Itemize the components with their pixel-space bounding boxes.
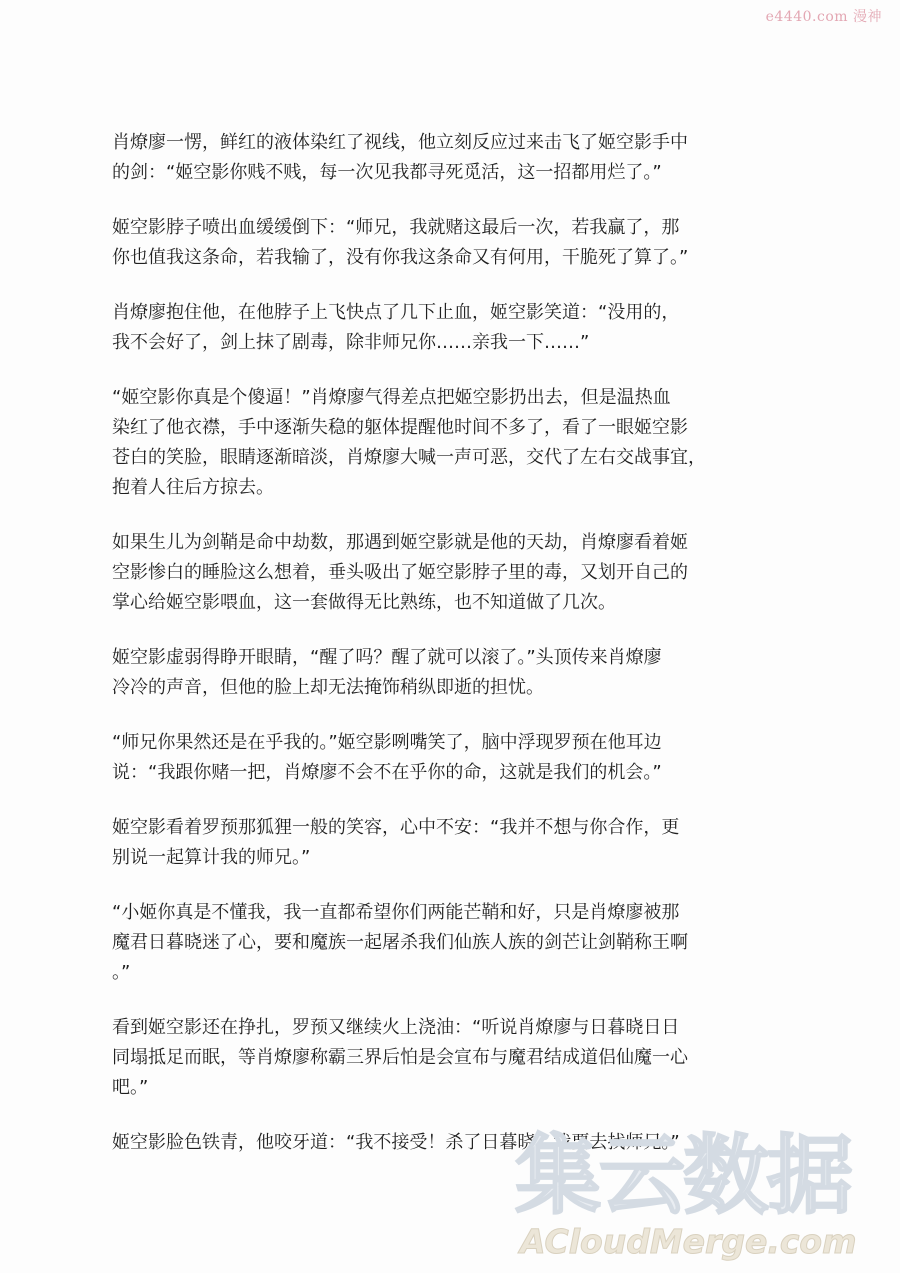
text-line: 魔君日暮晓迷了心，要和魔族一起屠杀我们仙族人族的剑芒让剑鞘称王啊	[112, 932, 688, 953]
text-line: 苍白的笑脸，眼睛逐渐暗淡，肖燎廖大喊一声可恶，交代了左右交战事宜，	[112, 447, 706, 468]
paragraph	[112, 813, 812, 873]
text-line: 姬空影虚弱得睁开眼睛，“醒了吗？醒了就可以滚了。”头顶传来肖燎廖	[112, 647, 662, 668]
text-line: 染红了他衣襟，手中逐渐失稳的躯体提醒他时间不多了，看了一眼姬空影	[112, 417, 688, 438]
paragraph	[112, 1013, 812, 1103]
text-line: 姬空影看着罗预那狐狸一般的笑容，心中不安：“我并不想与你合作，更	[112, 817, 680, 838]
text-line: 我不会好了，剑上抹了剧毒，除非师兄你……亲我一下……”	[112, 332, 590, 353]
text-line: 同塌抵足而眠，等肖燎廖称霸三界后怕是会宣布与魔君结成道侣仙魔一心	[112, 1047, 688, 1068]
text-line: 。”	[112, 962, 131, 983]
site-watermark: e4440.com 漫神	[765, 9, 882, 25]
paragraph	[112, 898, 812, 988]
text-line: 空影惨白的睡脸这么想着，垂头吸出了姬空影脖子里的毒，又划开自己的	[112, 562, 688, 583]
text-line: 姬空影脖子喷出血缓缓倒下：“师兄，我就赌这最后一次，若我赢了，那	[112, 217, 680, 238]
story-text	[112, 128, 812, 1183]
text-line: 肖燎廖一愣，鲜红的液体染红了视线，他立刻反应过来击飞了姬空影手中	[112, 132, 688, 153]
text-line: 你也值我这条命，若我输了，没有你我这条命又有何用，干脆死了算了。”	[112, 247, 689, 268]
text-line: 冷冷的声音，但他的脸上却无法掩饰稍纵即逝的担忧。	[112, 677, 544, 698]
text-line: 掌心给姬空影喂血，这一套做得无比熟练，也不知道做了几次。	[112, 592, 616, 613]
text-line: 肖燎廖抱住他，在他脖子上飞快点了几下止血，姬空影笑道：“没用的，	[112, 302, 680, 323]
paragraph	[112, 643, 812, 703]
text-line: 看到姬空影还在挣扎，罗预又继续火上浇油：“听说肖燎廖与日暮晓日日	[112, 1017, 680, 1038]
text-line: 别说一起算计我的师兄。”	[112, 847, 311, 868]
paragraph	[112, 728, 812, 788]
paragraph	[112, 128, 812, 188]
text-line: 抱着人往后方掠去。	[112, 477, 274, 498]
text-line: 说：“我跟你赌一把，肖燎廖不会不在乎你的命，这就是我们的机会。”	[112, 762, 662, 783]
paragraph	[112, 528, 812, 618]
paragraph	[112, 298, 812, 358]
text-line: “小姬你真是不懂我，我一直都希望你们两能芒鞘和好，只是肖燎廖被那	[112, 902, 680, 923]
watermark-big-text: 集云数据	[515, 1126, 851, 1226]
paragraph	[112, 213, 812, 273]
paragraph	[112, 383, 812, 503]
text-line: 吧。”	[112, 1077, 149, 1098]
text-line: “姬空影你真是个傻逼！”肖燎廖气得差点把姬空影扔出去，但是温热血	[112, 387, 671, 408]
watermark-url: ACloudMerge.com	[520, 1222, 857, 1261]
brand-watermark	[510, 1126, 890, 1265]
text-line: 如果生儿为剑鞘是命中劫数，那遇到姬空影就是他的天劫，肖燎廖看着姬	[112, 532, 688, 553]
text-line: 姬空影脸色铁青，他咬牙道：“我不接受！杀了日暮晓，我要去找师兄。”	[112, 1132, 680, 1153]
text-line: 的剑：“姬空影你贱不贱，每一次见我都寻死觅活，这一招都用烂了。”	[112, 162, 662, 183]
text-line: “师兄你果然还是在乎我的。”姬空影咧嘴笑了，脑中浮现罗预在他耳边	[112, 732, 662, 753]
